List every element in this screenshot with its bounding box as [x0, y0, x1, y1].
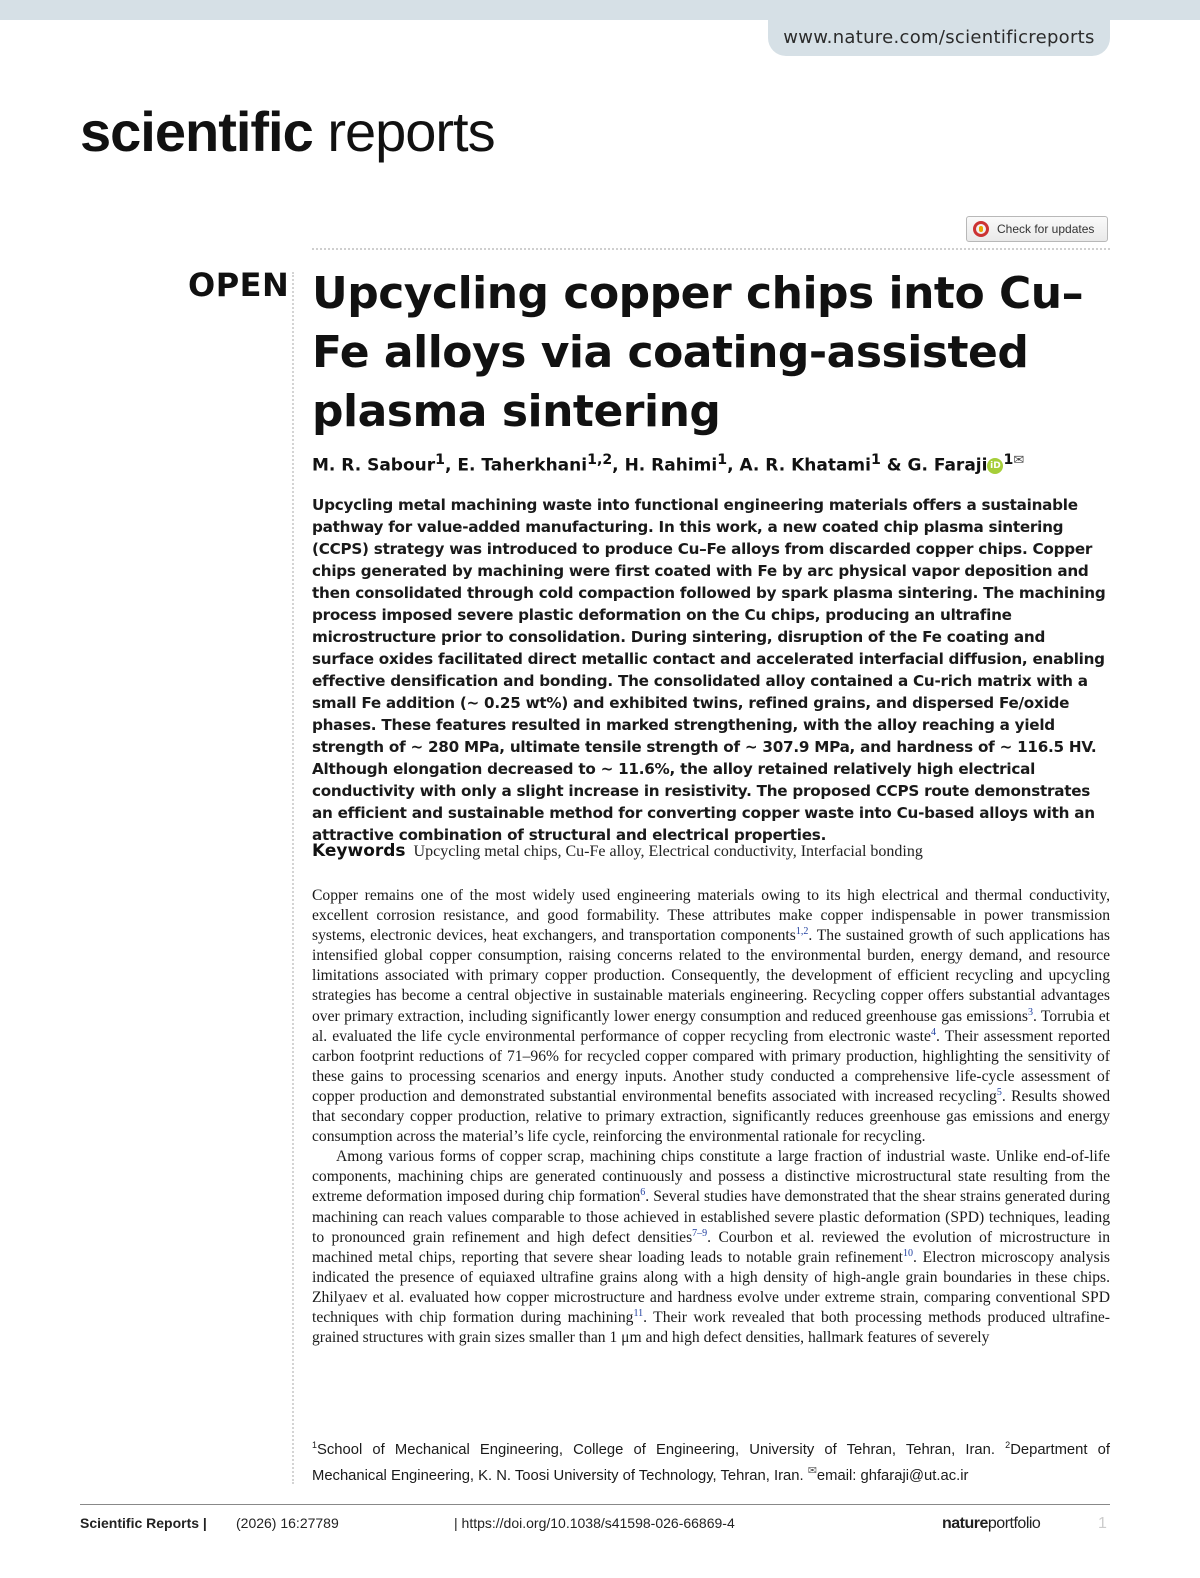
main-text: [312, 886, 1110, 1348]
keywords: [312, 841, 1110, 861]
author-affiliation-mark: 1,2: [587, 452, 613, 468]
publisher-bold: nature: [942, 1515, 988, 1532]
citation-link[interactable]: 5: [996, 1086, 1002, 1098]
brand-bold: scientific: [80, 100, 313, 163]
orcid-icon[interactable]: iD: [987, 458, 1003, 474]
affiliation-mark: 1: [312, 1440, 318, 1451]
author-affiliation-mark: 1: [717, 452, 728, 468]
citation-link[interactable]: 1,2: [795, 926, 809, 937]
brand-light: reports: [327, 100, 495, 163]
footer-journal: Scientific Reports |: [80, 1515, 207, 1531]
author-name[interactable]: M. R. Sabour: [312, 455, 436, 476]
affiliation-2: Department of Mechanical Engineering, K. N. Toosi University of Technology, Tehran, Iran.: [312, 1442, 1110, 1484]
footer-volume: (2026) 16:27789: [236, 1515, 339, 1531]
citation-link[interactable]: 11: [633, 1307, 644, 1319]
corresponding-email[interactable]: email: ghfaraji@ut.ac.ir: [816, 1467, 969, 1484]
citation-link[interactable]: 7–9: [692, 1227, 708, 1239]
footer-doi-link[interactable]: | https://doi.org/10.1038/s41598-026-66869-4: [454, 1515, 735, 1531]
abstract: Upcycling metal machining waste into functional engineering materials offers a sustainable pathway for value-added manufacturing. In this work, a new coated chip plasma sintering (CCPS) strategy was introduced to produce Cu–Fe alloys from discarded copper chips. Copper chips generated by machining were first coated with Fe by arc physical vapor deposition and then consolidated through cold compaction followed by spark plasma sintering. The machining process imposed severe plastic deformation on the Cu chips, producing an ultrafine microstructure prior to consolidation. During sintering, disruption of the Fe coating and surface oxides facilitated direct metallic contact and accelerated interfacial diffusion, enabling effective densification and bonding. The consolidated alloy contained a Cu-rich matrix with a small Fe addition (~ 0.25 wt%) and exhibited twins, refined grains, and dispersed Fe/oxide phases. These features resulted in marked strengthening, with the alloy reaching a yield strength of ~ 280 MPa, ultimate tensile strength of ~ 307.9 MPa, and hardness of ~ 116.5 HV. Although elongation decreased to ~ 11.6%, the alloy retained relatively high electrical conductivity with only a slight increase in resistivity. The proposed CCPS route demonstrates an efficient and sustainable method for converting copper waste into Cu-based alloys with an attractive combination of structural and electrical properties.: [312, 496, 1106, 844]
footer-rule: [80, 1504, 1110, 1505]
author-name[interactable]: A. R. Khatami: [739, 455, 871, 476]
affiliations: [312, 1440, 1110, 1486]
author-affiliation-mark: 1: [1003, 452, 1014, 468]
journal-url[interactable]: www.nature.com/scientificreports: [768, 18, 1110, 56]
crossmark-icon: [973, 221, 989, 237]
open-access-label: OPEN: [188, 266, 290, 304]
citation-link[interactable]: 3: [1027, 1006, 1033, 1018]
journal-logo[interactable]: [80, 96, 495, 168]
check-updates-label: Check for updates: [997, 222, 1095, 236]
author-name[interactable]: E. Taherkhani: [457, 455, 588, 476]
publisher-light: portfolio: [987, 1515, 1041, 1532]
page-number: 1: [1098, 1515, 1107, 1532]
margin-divider: [292, 272, 294, 1484]
author-affiliation-mark: 1: [870, 452, 881, 468]
keywords-list: Upcycling metal chips, Cu-Fe alloy, Electrical conductivity, Interfacial bonding: [413, 843, 923, 860]
title-divider: [312, 248, 1110, 250]
author-affiliation-mark: 1: [435, 452, 445, 468]
affiliation-1: School of Mechanical Engineering, College of Engineering, University of Tehran, Tehran, Iran.: [317, 1442, 1006, 1458]
citation-link[interactable]: 6: [640, 1187, 646, 1199]
author-name[interactable]: H. Rahimi: [624, 455, 718, 476]
keywords-label: Keywords: [312, 841, 406, 861]
publisher-logo: [942, 1515, 1040, 1533]
article-title: Upcycling copper chips into Cu–Fe alloys via coating-assisted plasma sintering: [312, 268, 1084, 437]
body-paragraph: Copper remains one of the most widely used engineering materials owing to its high electrical and thermal conductivity, excellent corrosion resistance, and good formability. These attributes make copper indispensable in power transmission systems, electronic devices, heat exchangers, and transportation components$^{1,2}$. The sustained growth of such applications has intensified global copper consumption, raising concerns related to the environmental burden, energy demand, and resource limitations associated with primary copper production. Consequently, the development of efficient recycling and upcycling strategies has become a central objective in sustainable materials engineering. Recycling copper offers substantial advantages over primary extraction, including significantly lower energy consumption and reduced greenhouse gas emissions$^3$. Torrubia et al. evaluated the life cycle environmental performance of copper recycling from electronic waste$^4$. Their assessment reported carbon footprint reductions of 71–96% for recycled copper compared with primary production, highlighting the sensitivity of these gains to processing scenarios and energy inputs. Another study conducted a comprehensive life-cycle assessment of copper production and demonstrated substantial environmental benefits associated with increased recycling$^5$. Results showed that secondary copper production, relative to primary extraction, significantly reduces greenhouse gas emissions and energy consumption across the material’s life cycle, reinforcing the environmental rationale for recycling.: [312, 887, 1111, 1146]
top-band: [0, 0, 1200, 20]
affiliation-mark: 2: [1005, 1440, 1011, 1451]
author-name[interactable]: G. Faraji: [907, 455, 988, 476]
email-icon[interactable]: ✉: [1013, 453, 1025, 468]
body-paragraph: Among various forms of copper scrap, machining chips constitute a large fraction of industrial waste. Unlike end-of-life components, machining chips are generated continuously and possess a distinctive microstructural state resulting from the extreme deformation imposed during chip formation$^6$. Several studies have demonstrated that the shear strains generated during machining can reach values comparable to those achieved in established severe plastic deformation (SPD) techniques, leading to pronounced grain refinement and high defect densities$^{7-9}$. Courbon et al. reviewed the evolution of microstructure in machined metal chips, reporting that severe shear loading leads to notable grain refinement$^{10}$. Electron microscopy analysis indicated the presence of equiaxed ultrafine grains along with a high density of high-angle grain boundaries in these chips. Zhilyaev et al. evaluated how copper microstructure and hardness evolve under extreme strain, comparing conventional SPD techniques with chip formation during machining$^{11}$. Their work revealed that both processing methods produced ultrafine-grained structures with grain sizes smaller than 1 μm and high defect densities, hallmark features of severely: [312, 1148, 1111, 1347]
citation-link[interactable]: 4: [930, 1026, 936, 1038]
mail-icon: ✉: [807, 1464, 817, 1477]
check-for-updates-button[interactable]: [966, 216, 1108, 242]
citation-link[interactable]: 10: [902, 1247, 913, 1259]
author-list: M. R. Sabour$^1$, E. Taherkhani$^{1,2}$, H. Rahimi$^1$, A. R. Khatami$^1$ & G. Faraji iD $^{1✉}$: [312, 452, 1025, 476]
